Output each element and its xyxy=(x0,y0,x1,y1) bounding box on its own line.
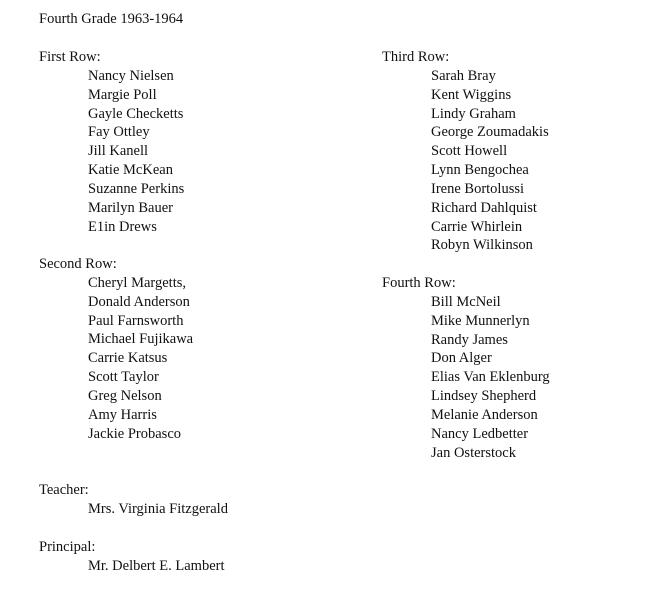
third-row-name: Sarah Bray xyxy=(431,67,496,84)
third-row-name: Kent Wiggins xyxy=(431,86,512,103)
fourth-row-name: Jan Osterstock xyxy=(431,444,516,461)
principal-heading: Principal: xyxy=(39,539,96,555)
first-row-name: Fay Ottley xyxy=(88,124,150,141)
second-row-heading: Second Row: xyxy=(39,256,117,272)
first-row-section xyxy=(39,48,184,236)
fourth-row-list xyxy=(382,293,550,463)
third-row-heading: Third Row: xyxy=(382,49,450,65)
second-row-name: Jackie Probasco xyxy=(88,425,182,442)
second-row-name: Cheryl Margetts, xyxy=(88,274,186,291)
fourth-row-name: Randy James xyxy=(431,331,508,348)
third-row-name: Carrie Whirlein xyxy=(431,218,523,235)
fourth-row-name: Don Alger xyxy=(431,350,492,367)
fourth-row-heading: Fourth Row: xyxy=(382,275,456,291)
third-row-name: George Zoumadakis xyxy=(431,124,549,141)
first-row-name: Nancy Nielsen xyxy=(88,67,174,84)
first-row-name: Gayle Checketts xyxy=(88,105,184,122)
fourth-row-section xyxy=(382,274,550,462)
principal-name: Mr. Delbert E. Lambert xyxy=(88,557,225,574)
second-row-list xyxy=(39,274,193,444)
fourth-row-name: Elias Van Eklenburg xyxy=(431,369,550,386)
third-row-section xyxy=(382,48,549,255)
third-row-name: Scott Howell xyxy=(431,143,508,160)
fourth-row-name: Lindsey Shepherd xyxy=(431,388,537,405)
third-row-name: Robyn Wilkinson xyxy=(431,237,533,254)
first-row-name: Suzanne Perkins xyxy=(88,180,185,197)
third-row-list xyxy=(382,67,549,255)
principal-list xyxy=(39,557,225,576)
first-row-name: E1in Drews xyxy=(88,218,157,235)
teacher-heading: Teacher: xyxy=(39,482,89,498)
fourth-row-name: Nancy Ledbetter xyxy=(431,425,529,442)
second-row-name: Carrie Katsus xyxy=(88,350,168,367)
teacher-section xyxy=(39,481,228,519)
first-row-list xyxy=(39,67,184,237)
first-row-heading: First Row: xyxy=(39,49,101,65)
page-title: Fourth Grade 1963-1964 xyxy=(39,11,184,27)
teacher-list xyxy=(39,500,228,519)
third-row-name: Lynn Bengochea xyxy=(431,162,529,179)
first-row-name: Katie McKean xyxy=(88,162,173,179)
second-row-name: Donald Anderson xyxy=(88,293,190,310)
second-row-name: Scott Taylor xyxy=(88,369,159,386)
third-row-name: Lindy Graham xyxy=(431,105,516,122)
teacher-name: Mrs. Virginia Fitzgerald xyxy=(88,500,228,517)
second-row-section xyxy=(39,255,193,443)
fourth-row-name: Bill McNeil xyxy=(431,293,501,310)
second-row-name: Paul Farnsworth xyxy=(88,312,184,329)
principal-section xyxy=(39,538,225,576)
second-row-name: Amy Harris xyxy=(88,406,157,423)
first-row-name: Marilyn Bauer xyxy=(88,199,173,216)
second-row-name: Michael Fujikawa xyxy=(88,331,194,348)
fourth-row-name: Mike Munnerlyn xyxy=(431,312,530,329)
second-row-name: Greg Nelson xyxy=(88,387,162,404)
fourth-row-name: Melanie Anderson xyxy=(431,406,538,423)
third-row-name: Richard Dahlquist xyxy=(431,199,537,216)
third-row-name: Irene Bortolussi xyxy=(431,180,525,197)
first-row-name: Jill Kanell xyxy=(88,143,149,160)
first-row-name: Margie Poll xyxy=(88,86,157,103)
